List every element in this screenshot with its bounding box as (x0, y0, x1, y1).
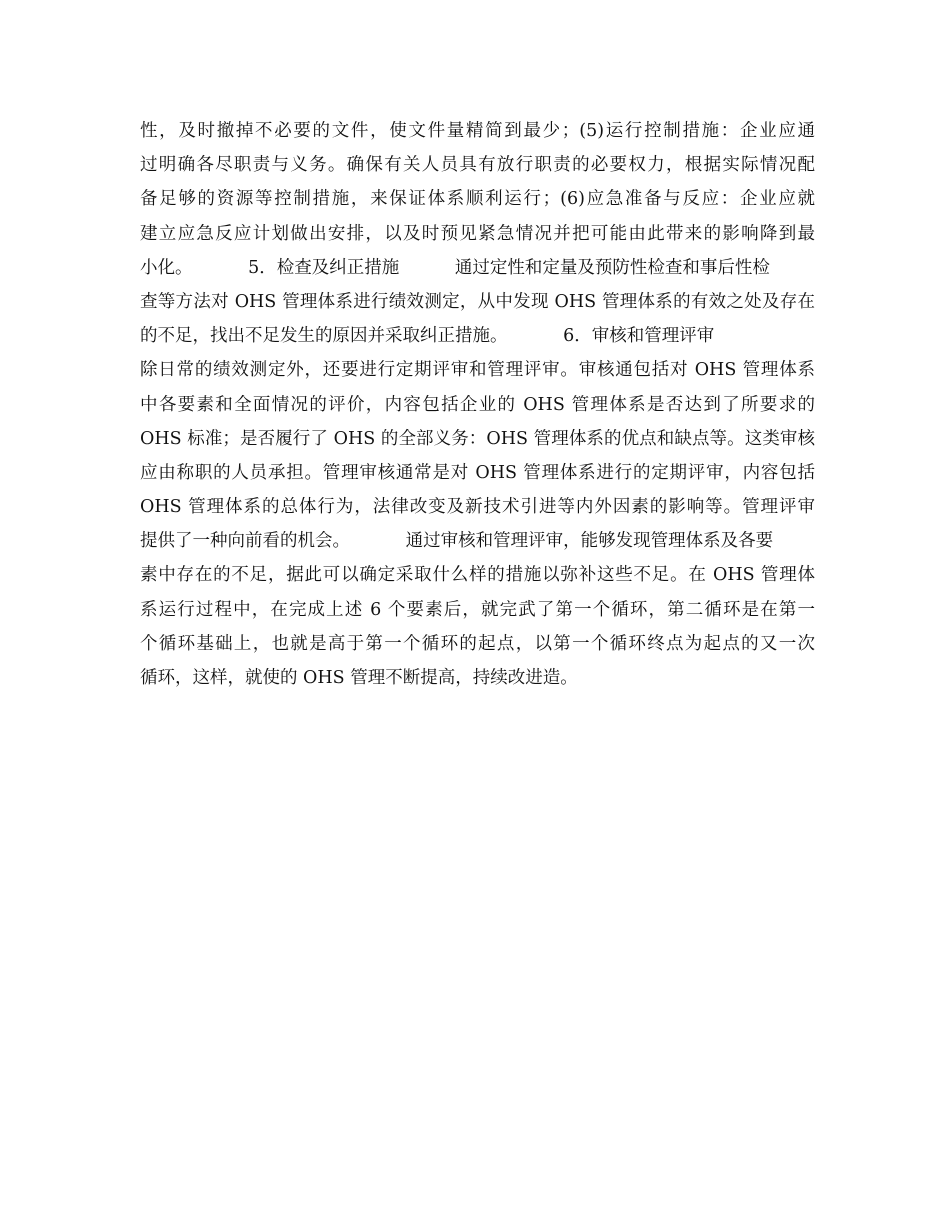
text-line: 系运行过程中，在完成上述 6 个要素后，就完武了第一个循环，第二循环是在第一 (140, 599, 815, 620)
text-line: OHS 标准；是否履行了 OHS 的全部义务：OHS 管理体系的优点和缺点等。这类审核 (140, 428, 815, 449)
text-line: 中各要素和全面情况的评价，内容包括企业的 OHS 管理体系是否达到了所要求的 (140, 394, 815, 415)
text-line: 素中存在的不足，据此可以确定采取什么样的措施以弥补这些不足。在 OHS 管理体 (140, 565, 815, 586)
text-line: 除日常的绩效测定外，还要进行定期评审和管理评审。审核通包括对 OHS 管理体系 (140, 360, 815, 381)
text-line: OHS 管理体系的总体行为，法律改变及新技术引进等内外因素的影响等。管理评审 (140, 497, 815, 518)
text-line: 查等方法对 OHS 管理体系进行绩效测定，从中发现 OHS 管理体系的有效之处及存在 (140, 291, 815, 312)
text-line: 性，及时撤掉不必要的文件，使文件量精简到最少；(5)运行控制措施：企业应通 (140, 121, 815, 141)
text-line: 过明确各尽职责与义务。确保有关人员具有放行职责的必要权力，根据实际情况配 (140, 155, 815, 176)
text-line: 应由称职的人员承担。管理审核通常是对 OHS 管理体系进行的定期评审，内容包括 (140, 462, 815, 483)
text-line: 建立应急反应计划做出安排，以及时预见紧急情况并把可能由此带来的影响降到最 (140, 223, 815, 244)
text-line: 小化。 5．检查及纠正措施 通过定性和定量及预防性检查和事后性检 (140, 257, 770, 278)
text-line: 个循环基础上，也就是高于第一个循环的起点，以第一个循环终点为起点的又一次 (140, 633, 815, 654)
text-line: 备足够的资源等控制措施，来保证体系顺利运行；(6)应急准备与反应：企业应就 (140, 189, 815, 210)
text-line: 循环，这样，就使的 OHS 管理不断提高，持续改进造。 (140, 668, 578, 688)
text-line: 的不足，找出不足发生的原因并采取纠正措施。 6．审核和管理评审 (140, 326, 715, 347)
text-line: 提供了一种向前看的机会。 通过审核和管理评审，能够发现管理体系及各要 (140, 531, 774, 552)
body-text (140, 114, 815, 695)
